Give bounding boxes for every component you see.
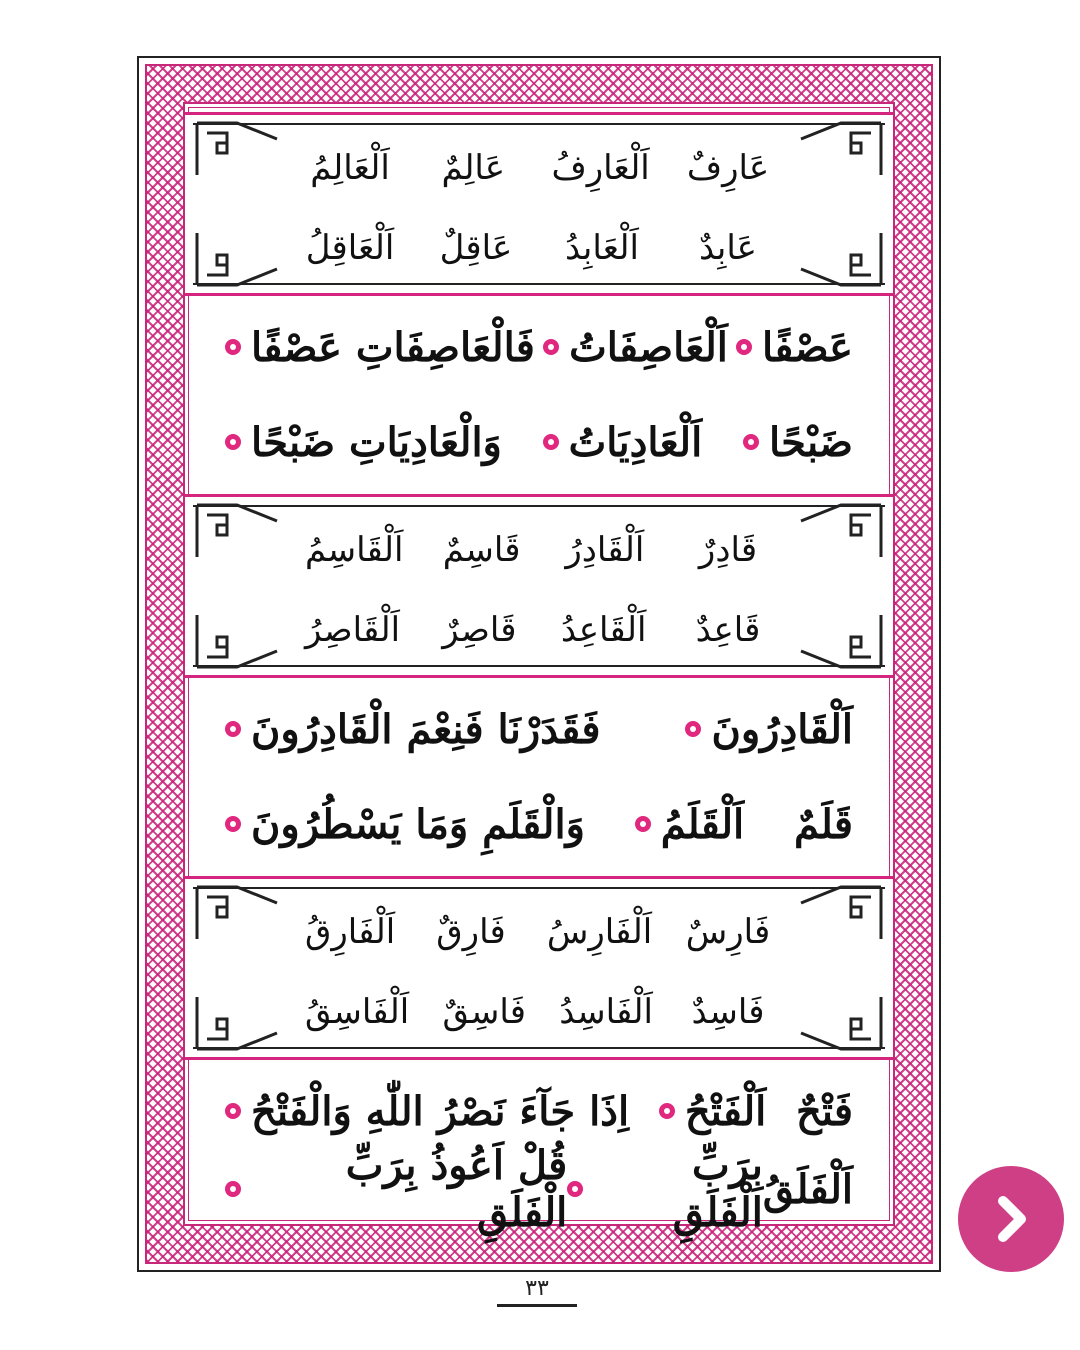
example-word: فَتْحٌ [795,1087,853,1135]
word-box-2 [185,494,893,678]
example-word: اَلْقَلَمُ [660,800,745,848]
example-word: ضَبْحًا [768,418,853,466]
word: فَارِسٌ [685,912,771,952]
word: اَلْفَاسِدُ [559,992,653,1032]
ornament-icon [795,501,885,561]
ornament-icon [193,119,283,179]
book-page [137,56,941,1272]
word: اَلْقَاسِمُ [305,530,404,570]
word-row [305,897,773,967]
chevron-right-icon [983,1191,1039,1247]
example-word: قَلَمٌ [794,800,853,848]
example-phrase: فَقَدَرْنَا فَنِعْمَ الْقَادِرُونَ [251,705,601,753]
circle-bullet-icon [685,721,701,737]
word-row [305,977,773,1047]
example-word: اَلْقَادِرُونَ [711,705,853,753]
circle-bullet-icon [567,1181,583,1197]
example-row [225,1144,853,1234]
word-box-1 [185,112,893,296]
word: اَلْعَابِدُ [565,228,639,268]
example-word: بِرَبِّ الْفَلَقِ [672,1142,763,1236]
circle-bullet-icon [225,339,241,355]
example-row [225,397,853,487]
word: قَاسِمٌ [442,530,521,570]
word: قَاصِرٌ [442,610,517,650]
word-row [305,213,773,283]
example-phrase: قُلْ اَعُوذُ بِرَبِّ الْفَلَقِ [345,1142,568,1236]
circle-bullet-icon [743,434,759,450]
word: عَابِدٌ [699,228,757,268]
ornament-icon [193,229,283,289]
example-phrase: وَالْقَلَمِ وَمَا يَسْطُرُونَ [251,800,585,848]
next-page-button[interactable] [958,1166,1064,1272]
word: فَاسِدٌ [691,992,765,1032]
ornament-icon [193,501,283,561]
page-number-underline [497,1304,577,1307]
circle-bullet-icon [543,434,559,450]
ornament-icon [795,611,885,671]
ornament-icon [795,119,885,179]
circle-bullet-icon [225,1103,241,1119]
word: اَلْفَارِقُ [305,912,396,952]
word-box-3 [185,876,893,1060]
example-word: اَلْعَادِيَاتُ [568,418,703,466]
circle-bullet-icon [543,339,559,355]
example-row [225,684,853,774]
word: اَلْعَارِفُ [551,148,650,188]
circle-bullet-icon [225,721,241,737]
word: فَارِقٌ [436,912,506,952]
word: قَادِرٌ [698,530,758,570]
example-row [225,779,853,869]
word: عَارِفٌ [686,148,770,188]
example-phrase: وَالْعَادِيَاتِ ضَبْحًا [251,418,502,466]
ornament-icon [795,883,885,943]
page-number: ٣٣ [525,1276,549,1301]
circle-bullet-icon [736,339,752,355]
ornament-icon [795,229,885,289]
example-word: عَصْفًا [762,323,853,371]
circle-bullet-icon [635,816,651,832]
word: اَلْفَاسِقُ [305,992,410,1032]
example-phrase: فَالْعَاصِفَاتِ عَصْفًا [251,323,535,371]
word: عَاقِلٌ [439,228,513,268]
word: اَلْقَاعِدُ [560,610,647,650]
ornament-icon [193,611,283,671]
ornament-icon [193,993,283,1053]
page-content [183,102,895,1236]
word: فَاسِقٌ [442,992,526,1032]
word: اَلْقَاصِرُ [305,610,401,650]
ornament-icon [795,993,885,1053]
word-row [305,133,773,203]
word-row [305,595,773,665]
circle-bullet-icon [225,816,241,832]
word: اَلْعَاقِلُ [305,228,395,268]
word: قَاعِدٌ [695,610,761,650]
word: اَلْقَادِرُ [565,530,645,570]
example-word: اَلْفَلَقُ [762,1165,853,1213]
word: اَلْعَالِمُ [310,148,390,188]
example-phrase: اِذَا جَآءَ نَصْرُ اللّٰهِ وَالْفَتْحُ [251,1087,630,1135]
example-word: اَلْعَاصِفَاتُ [569,323,728,371]
example-word: اَلْفَتْحُ [684,1087,767,1135]
circle-bullet-icon [225,434,241,450]
word: عَالِمٌ [441,148,506,188]
circle-bullet-icon [659,1103,675,1119]
word: اَلْفَارِسُ [546,912,653,952]
circle-bullet-icon [225,1181,241,1197]
ornament-icon [193,883,283,943]
word-row [305,515,773,585]
example-row [225,302,853,392]
